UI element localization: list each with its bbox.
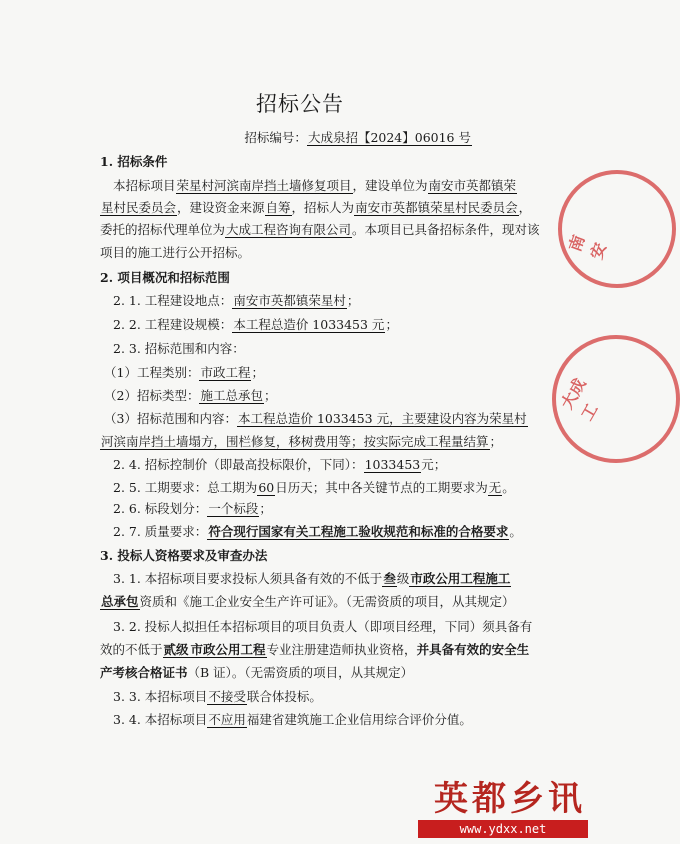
section1-heading: 1. 招标条件 xyxy=(100,154,168,169)
text: 3. 4. 本招标项目 xyxy=(113,712,208,727)
label: 2. 4. 招标控制价（即最高投标限价，下同）： xyxy=(113,457,364,472)
text: 2. 5. 工期要求：总工期为 xyxy=(113,480,258,495)
scope-cont: 河滨南岸挡土墙塌方，围栏修复，移树费用等；按实际完成工程量结算 xyxy=(101,434,489,449)
text: 。 xyxy=(502,480,515,495)
s2-line8 xyxy=(113,478,515,496)
text: 专业注册建造师执业资格， xyxy=(266,642,417,657)
sections: 一个标段 xyxy=(208,501,259,516)
major: 市政公用工程 xyxy=(190,642,266,657)
section3-heading: 3. 投标人资格要求及审查办法 xyxy=(100,548,268,563)
label: 2. 1. 工程建设地点： xyxy=(113,293,233,308)
consortium: 不接受 xyxy=(208,689,246,704)
watermark-logo: 英都乡讯 xyxy=(434,779,586,819)
grade: 叁 xyxy=(383,571,396,586)
s3-line2: 3. 2. 投标人拟担任本招标项目的项目负责人（即项目经理，下同）须具备有 xyxy=(113,619,533,634)
s3-line4 xyxy=(113,710,472,728)
agent: 大成工程咨询有限公司 xyxy=(226,222,352,237)
text: 资质和《施工企业安全生产许可证》。（无需资质的项目，从其规定） xyxy=(139,594,515,609)
text: ，建设单位为 xyxy=(352,178,428,193)
tender-type: 施工总承包 xyxy=(200,388,263,403)
text: 产考核合格证书 xyxy=(100,665,188,680)
s2-line9 xyxy=(113,499,272,517)
s2-line6 xyxy=(104,409,528,427)
seal-top-text: 南安 xyxy=(565,232,611,262)
text: 。本项目已具备招标条件，现对该 xyxy=(352,222,540,237)
s2-line1 xyxy=(113,291,359,309)
seal-bottom-text: 大成工 xyxy=(557,374,602,424)
section1-line1 xyxy=(113,176,517,194)
section1-line3 xyxy=(100,220,540,238)
text: ，建设资金来源 xyxy=(177,200,265,215)
text: （B 证）。（无需资质的项目，从其规定） xyxy=(187,665,414,680)
builder-cont: 星村民委员会 xyxy=(101,200,177,215)
project-name: 荣星村河滨南岸挡土墙修复项目 xyxy=(176,178,352,193)
text: 日历天；其中各关键节点的工期要求为 xyxy=(275,480,488,495)
label: 2. 6. 标段划分： xyxy=(113,501,208,516)
label: 2. 7. 质量要求： xyxy=(113,524,208,539)
s2-line10 xyxy=(113,522,522,540)
watermark-url: www.ydxx.net xyxy=(418,820,588,838)
grade: 贰级 xyxy=(163,642,189,657)
text: ，招标人为 xyxy=(291,200,355,215)
text: 3. 1. 本招标项目要求投标人须具备有效的不低于 xyxy=(113,571,383,586)
tender-number-value: 大成泉招【2024】06016 号 xyxy=(307,130,471,145)
text: 3. 3. 本招标项目 xyxy=(113,689,208,704)
tender-number xyxy=(244,128,472,146)
text: ； xyxy=(259,501,272,516)
s2-line2 xyxy=(113,315,398,333)
text: 福建省建筑施工企业信用综合评价分值。 xyxy=(246,712,472,727)
text: ； xyxy=(346,293,360,308)
s2-line4 xyxy=(104,363,264,381)
control-price: 1033453 xyxy=(364,457,421,472)
qualification: 市政公用工程施工 xyxy=(410,571,511,586)
qualification-cont: 总承包 xyxy=(101,594,139,609)
location: 南安市英都镇荣星村 xyxy=(233,293,346,308)
text: ； xyxy=(385,317,398,332)
quality: 符合现行国家有关工程施工验收规范和标准的合格要求 xyxy=(208,524,509,539)
section1-line2 xyxy=(100,198,531,216)
text: ， xyxy=(518,200,532,215)
s3-line1b xyxy=(100,592,515,610)
text: 委托的招标代理单位为 xyxy=(100,222,226,237)
label: （1）工程类别： xyxy=(104,365,200,380)
text: 并具备有效的安全生 xyxy=(416,642,530,657)
s2-line3: 2. 3. 招标范围和内容： xyxy=(113,341,245,356)
section2-heading: 2. 项目概况和招标范围 xyxy=(100,270,230,285)
section1-line4: 项目的施工进行公开招标。 xyxy=(100,245,251,260)
credit: 不应用 xyxy=(208,712,246,727)
scope: 本工程总造价 1033453 元，主要建设内容为荣星村 xyxy=(237,411,527,426)
s3-line2c xyxy=(100,663,413,681)
builder: 南安市英都镇荣 xyxy=(428,178,517,193)
days: 60 xyxy=(258,480,275,495)
text: 本招标项目 xyxy=(113,178,176,193)
milestones: 无 xyxy=(488,480,502,495)
label: 2. 2. 工程建设规模： xyxy=(113,317,233,332)
text: 。 xyxy=(509,524,522,539)
text: ； xyxy=(263,388,277,403)
text: ； xyxy=(489,434,503,449)
s2-line5 xyxy=(104,386,277,404)
s2-line6b xyxy=(100,432,502,450)
s3-line1 xyxy=(113,569,511,587)
label: （3）招标范围和内容： xyxy=(104,411,237,426)
text: 元； xyxy=(421,457,447,472)
text: ； xyxy=(251,365,264,380)
label: （2）招标类型： xyxy=(104,388,200,403)
text: 联合体投标。 xyxy=(246,689,322,704)
text: 级 xyxy=(396,571,410,586)
s2-line7 xyxy=(113,455,446,473)
fund-source: 自筹 xyxy=(265,200,291,215)
page-title: 招标公告 xyxy=(256,92,344,116)
scale: 本工程总造价 1033453 元 xyxy=(233,317,385,332)
tender-number-label: 招标编号： xyxy=(244,130,307,145)
s3-line2b xyxy=(100,640,529,658)
text: 效的不低于 xyxy=(100,642,163,657)
category: 市政工程 xyxy=(200,365,251,380)
s3-line3 xyxy=(113,687,322,705)
tenderer: 南安市英都镇荣星村民委员会 xyxy=(355,200,518,215)
